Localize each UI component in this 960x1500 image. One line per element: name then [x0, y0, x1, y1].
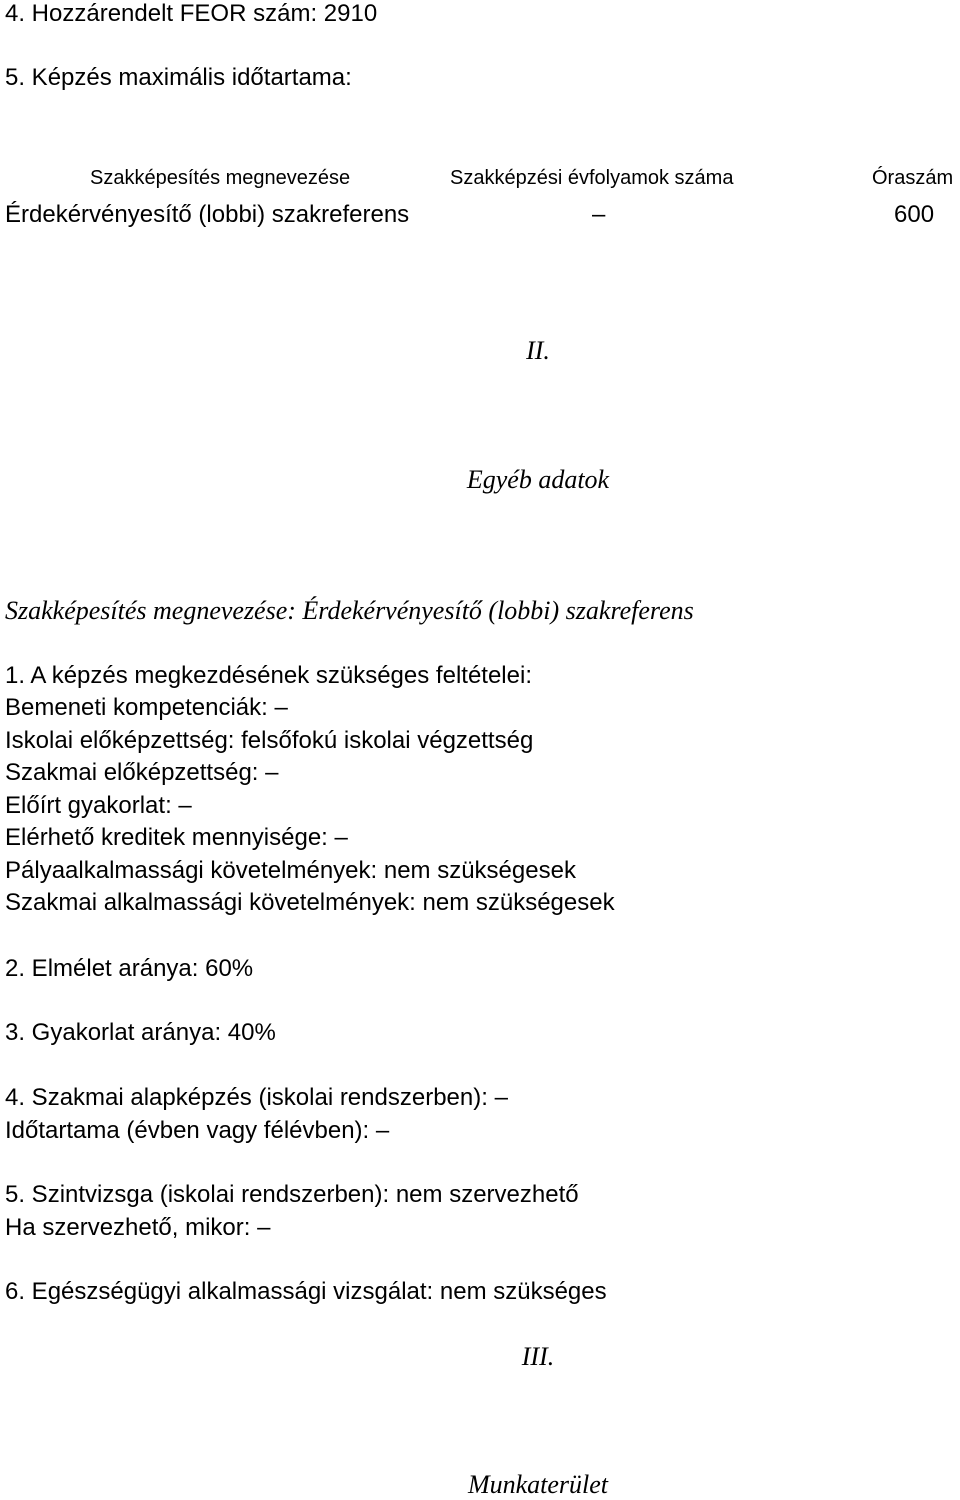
- theory-ratio: 2. Elmélet aránya: 60%: [5, 955, 254, 982]
- section-ii-title: Egyéb adatok: [466, 465, 610, 494]
- requirement-line: Bemeneti kompetenciák: –: [5, 694, 288, 721]
- basic-training-duration: Időtartama (évben vagy félévben): –: [5, 1117, 390, 1144]
- table-cell-qualification-name: Érdekérvényesítő (lobbi) szakreferens: [5, 201, 410, 228]
- practice-ratio: 3. Gyakorlat aránya: 40%: [5, 1019, 276, 1046]
- requirements-heading: 1. A képzés megkezdésének szükséges feltételei:: [5, 662, 532, 689]
- section-iii-numeral: III.: [521, 1342, 555, 1371]
- table-cell-grade-count: –: [592, 201, 606, 228]
- feor-number-line: 4. Hozzárendelt FEOR szám: 2910: [5, 0, 378, 27]
- requirement-line: Pályaalkalmassági követelmények: nem szükségesek: [5, 857, 576, 884]
- table-header-hours: Óraszám: [872, 167, 954, 189]
- table-header-grade-count: Szakképzési évfolyamok száma: [450, 167, 734, 189]
- qualification-name-heading: Szakképesítés megnevezése: Érdekérvényesítő (lobbi) szakreferens: [5, 596, 694, 625]
- table-cell-hours: 600: [894, 201, 935, 228]
- requirement-line: Előírt gyakorlat: –: [5, 792, 192, 819]
- medical-exam-line: 6. Egészségügyi alkalmassági vizsgálat: nem szükséges: [5, 1278, 607, 1305]
- level-exam-when: Ha szervezhető, mikor: –: [5, 1214, 271, 1241]
- table-header-qualification-name: Szakképesítés megnevezése: [90, 167, 351, 189]
- section-ii-numeral: II.: [526, 336, 550, 365]
- requirement-line: Szakmai előképzettség: –: [5, 759, 279, 786]
- requirement-line: Elérhető kreditek mennyisége: –: [5, 824, 348, 851]
- level-exam-heading: 5. Szintvizsga (iskolai rendszerben): nem szervezhető: [5, 1181, 579, 1208]
- requirement-line: Iskolai előképzettség: felsőfokú iskolai végzettség: [5, 727, 534, 754]
- requirement-line: Szakmai alkalmassági követelmények: nem szükségesek: [5, 889, 615, 916]
- training-duration-line: 5. Képzés maximális időtartama:: [5, 64, 352, 91]
- section-iii-title: Munkaterület: [467, 1470, 609, 1499]
- basic-training-heading: 4. Szakmai alapképzés (iskolai rendszerben): –: [5, 1084, 508, 1111]
